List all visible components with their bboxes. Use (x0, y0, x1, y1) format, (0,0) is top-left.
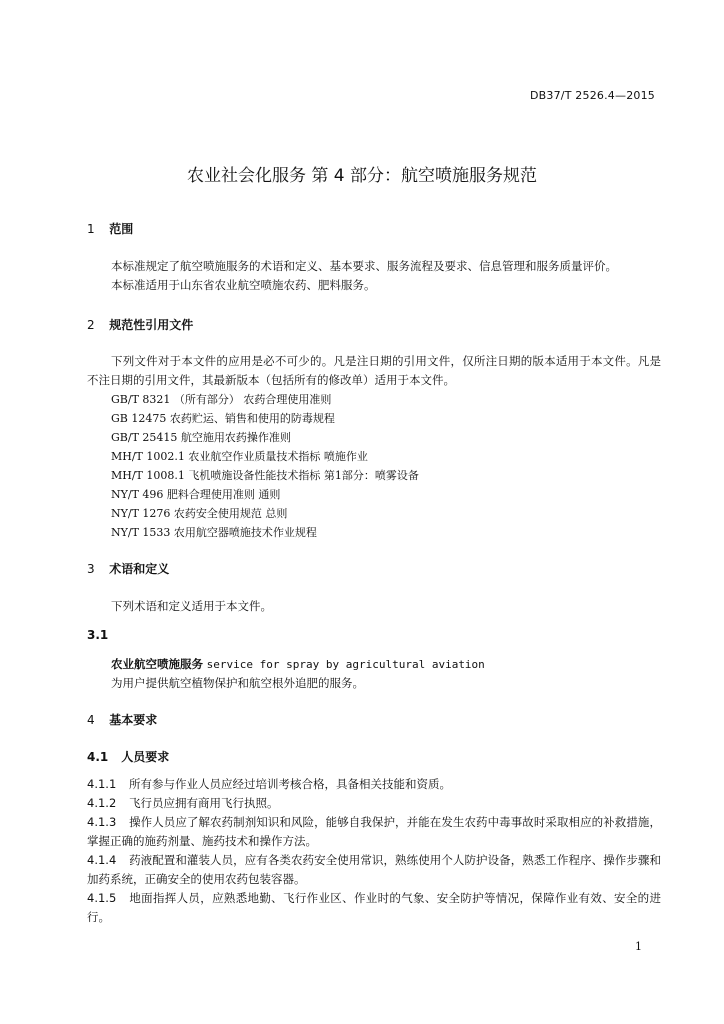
reference-item: GB 12475 农药贮运、销售和使用的防毒规程 (111, 412, 335, 425)
clause-4-1-3 (87, 813, 661, 851)
clause-number: 4.1.2 (87, 796, 117, 810)
terms-intro (87, 597, 661, 616)
paragraph: 本标准规定了航空喷施服务的术语和定义、基本要求、服务流程及要求、信息管理和服务质量评价。 (111, 259, 617, 273)
section-heading (87, 317, 661, 333)
reference-item: MH/T 1002.1 农业航空作业质量技术指标 喷施作业 (111, 450, 368, 463)
clause-text: 地面指挥人员，应熟悉地勤、飞行作业区、作业时的气象、安全防护等情况，保障作业有效、安全的进行。 (87, 891, 661, 924)
term-chinese: 农业航空喷施服务 (111, 657, 203, 671)
section-terms (87, 561, 661, 577)
clause-number: 4.1.5 (87, 891, 117, 905)
subsection-personnel (87, 749, 661, 765)
term-number: 3.1 (87, 628, 109, 642)
section-title: 术语和定义 (109, 562, 170, 576)
clause-text: 药液配置和灌装人员，应有各类农药安全使用常识，熟练使用个人防护设备，熟悉工作程序、操作步骤和加药系统，正确安全的使用农药包装容器。 (87, 853, 661, 886)
section-number: 4 (87, 713, 95, 727)
references-body (87, 352, 661, 542)
section-number: 1 (87, 222, 95, 236)
section-heading (87, 712, 661, 728)
section-number: 3 (87, 562, 95, 576)
scope-paragraphs (87, 257, 661, 295)
reference-item: NY/T 496 肥料合理使用准则 通则 (111, 488, 281, 501)
section-scope (87, 221, 661, 237)
subsection-heading (87, 749, 661, 765)
reference-item: GB/T 25415 航空施用农药操作准则 (111, 431, 291, 444)
reference-item: GB/T 8321 （所有部分） 农药合理使用准则 (111, 393, 332, 406)
standard-code: DB37/T 2526.4—2015 (529, 89, 655, 102)
clause-number: 4.1.1 (87, 777, 117, 791)
section-number: 2 (87, 318, 95, 332)
section-basic-requirements (87, 712, 661, 728)
section-normative-references (87, 317, 661, 333)
subsection-title: 人员要求 (121, 750, 170, 764)
section-title: 基本要求 (109, 713, 158, 727)
clause-4-1-4 (87, 851, 661, 889)
reference-item: NY/T 1276 农药安全使用规范 总则 (111, 507, 288, 520)
document-title: 农业社会化服务 第 4 部分：航空喷施服务规范 (186, 166, 538, 186)
clause-text: 操作人员应了解农药制剂知识和风险，能够自我保护，并能在发生农药中毒事故时采取相应的补救措施，掌握正确的施药剂量、施药技术和操作方法。 (87, 815, 661, 848)
paragraph: 下列术语和定义适用于本文件。 (111, 599, 272, 613)
personnel-items (87, 775, 661, 927)
section-heading (87, 221, 661, 237)
clause-4-1-5 (87, 889, 661, 927)
term-line (87, 655, 661, 674)
definition-text: 为用户提供航空植物保护和航空根外追肥的服务。 (111, 676, 364, 690)
paragraph: 下列文件对于本文件的应用是必不可少的。凡是注日期的引用文件，仅所注日期的版本适用于本文件。凡是不注日期的引用文件，其最新版本（包括所有的修改单）适用于本文件。 (87, 354, 661, 387)
reference-item: MH/T 1008.1 飞机喷施设备性能技术指标 第1部分：喷雾设备 (111, 469, 419, 482)
clause-4-1-1 (87, 775, 661, 794)
section-title: 规范性引用文件 (109, 318, 194, 332)
clause-number: 4.1.3 (87, 815, 117, 829)
section-title: 范围 (109, 222, 134, 236)
clause-text: 所有参与作业人员应经过培训考核合格，具备相关技能和资质。 (129, 777, 451, 791)
section-heading (87, 561, 661, 577)
term-english: service for spray by agricultural aviation (206, 658, 485, 671)
reference-item: NY/T 1533 农用航空器喷施技术作业规程 (111, 526, 317, 539)
term-definition (87, 655, 661, 693)
term-3-1 (87, 628, 661, 642)
subsection-number: 4.1 (87, 750, 109, 764)
paragraph: 本标准适用于山东省农业航空喷施农药、肥料服务。 (111, 278, 376, 292)
page-number: 1 (635, 940, 642, 953)
clause-text: 飞行员应拥有商用飞行执照。 (129, 796, 279, 810)
clause-number: 4.1.4 (87, 853, 117, 867)
clause-4-1-2 (87, 794, 661, 813)
